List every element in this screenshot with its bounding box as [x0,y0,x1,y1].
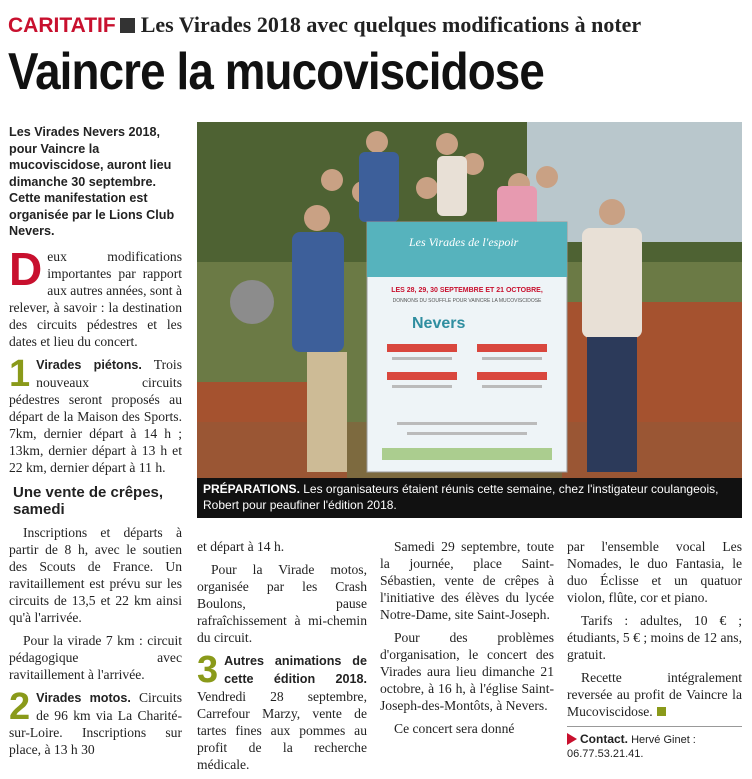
virade7-paragraph: Pour la virade 7 km : circuit pédagogique avec ravitaillement à l'arrivée. [9,632,182,682]
animations-text: Vendredi 28 septembre, Carrefour Marzy, vente de tartes fines aux pommes au profit de la recherche médicale. [197,689,367,772]
motos-text: Circuits de 96 km via La Charité-sur-Loire. Inscriptions sur place, à 13 h 30 [9,689,182,757]
poster-title: Les Virades de l'espoir [409,235,519,249]
rubric-line [8,12,641,38]
col2-paragraph-2: Pour la Virade motos, organisée par les Crash Boulons, pause rafraîchissement à mi-chemin du circuit. [197,562,367,645]
pietons-text: Trois nouveaux circuits pédestres seront proposés au départ de la Maison des Sports. 7km, dernier départ à 14 h ; 13km, dernier départ à 13 h et 22 km, dernier départ à 11 h. [9,356,182,475]
article-photo [197,122,742,478]
group-photo-illustration [197,122,742,478]
col2-paragraph-1: et départ à 14 h. [197,539,285,554]
pietons-paragraph [9,352,182,476]
drop-cap: D [9,242,43,295]
motos-paragraph [9,685,182,758]
col4-paragraph-3-text: Recette intégralement reversée au profit de Vaincre la Mucoviscidose. [567,670,742,719]
column-1 [9,124,182,764]
column-4 [567,538,742,761]
rubric-category: CARITATIF [8,14,116,37]
pietons-lead: Virades piétons. [36,357,142,372]
poster-subline: DONNONS DU SOUFFLE POUR VAINCRE LA MUCOVISCIDOSE [392,298,542,304]
contact-label: Contact. [580,732,628,746]
col3-paragraph-2: Pour des problèmes d'organisation, le concert des Virades aura lieu dimanche 21 octobre, à 16 h, à l'église Saint-Joseph-des-Montôts, à Nevers. [380,630,554,713]
caption-text: Les organisateurs étaient réunis cette semaine, chez l'instigateur coulangeois, Robert pour peaufiner l'édition 2018. [203,482,719,512]
square-bullet-icon [120,18,135,33]
animations-lead: Autres animations de cette édition 2018. [224,654,367,686]
contact-phone: 06.77.53.21.41. [567,748,644,760]
col3-paragraph-3: Ce concert sera donné [394,721,515,736]
article-headline: Vaincre la mucoviscidose [8,43,544,101]
number-3-badge: 3 [197,649,219,691]
col4-paragraph-1: par l'ensemble vocal Les Nomades, le duo Fantasia, le duo Éclisse et un quatuor violon, flûte, cor et piano. [567,539,742,605]
intro-paragraph [9,242,182,350]
end-of-article-icon [657,707,666,716]
motos-lead: Virades motos. [36,690,131,705]
col4-paragraph-2: Tarifs : adultes, 10 € ; étudiants, 5 € ; moins de 12 ans, gratuit. [567,613,742,662]
contact-box [567,726,742,761]
col4-paragraph-3 [567,669,742,720]
number-1-badge: 1 [9,352,31,395]
caption-lead: PRÉPARATIONS. [203,482,300,496]
contact-name: Hervé Ginet : [631,734,696,746]
animations-paragraph [197,649,367,773]
poster-dates: LES 28, 29, 30 SEPTEMBRE ET 21 OCTOBRE, [391,287,543,294]
column-2 [197,538,367,779]
article-chapeau: Les Virades Nevers 2018, pour Vaincre la mucoviscidose, auront lieu dimanche 30 septembre. Cette manifestation est organisée par le Lions Club Nevers. [9,125,175,238]
column-3 [380,538,554,743]
intro-text: eux modifications importantes par rapport aux autres années, sont à relever, à savoir : la destination des circuits pédestres et les dates et lieu du concert. [9,248,182,349]
crepes-subhead: Une vente de crêpes, samedi [13,483,164,518]
photo-caption [197,478,742,518]
arrow-right-icon [567,733,577,745]
inscriptions-paragraph: Inscriptions et départs à partir de 8 h, avec le soutien des Scouts de France. Un ravitaillement est prévu sur les circuits de 13,5 et 22 km ainsi qu'à l'arrivée. [9,524,182,625]
number-2-badge: 2 [9,685,31,728]
rubric-subtitle: Les Virades 2018 avec quelques modifications à noter [140,12,642,37]
col3-paragraph-1: Samedi 29 septembre, toute la journée, place Saint-Sébastien, vente de crêpes à l'initiative des élèves du lycée Notre-Dame, site Saint-Joseph. [380,539,554,622]
poster-city: Nevers [412,315,466,332]
